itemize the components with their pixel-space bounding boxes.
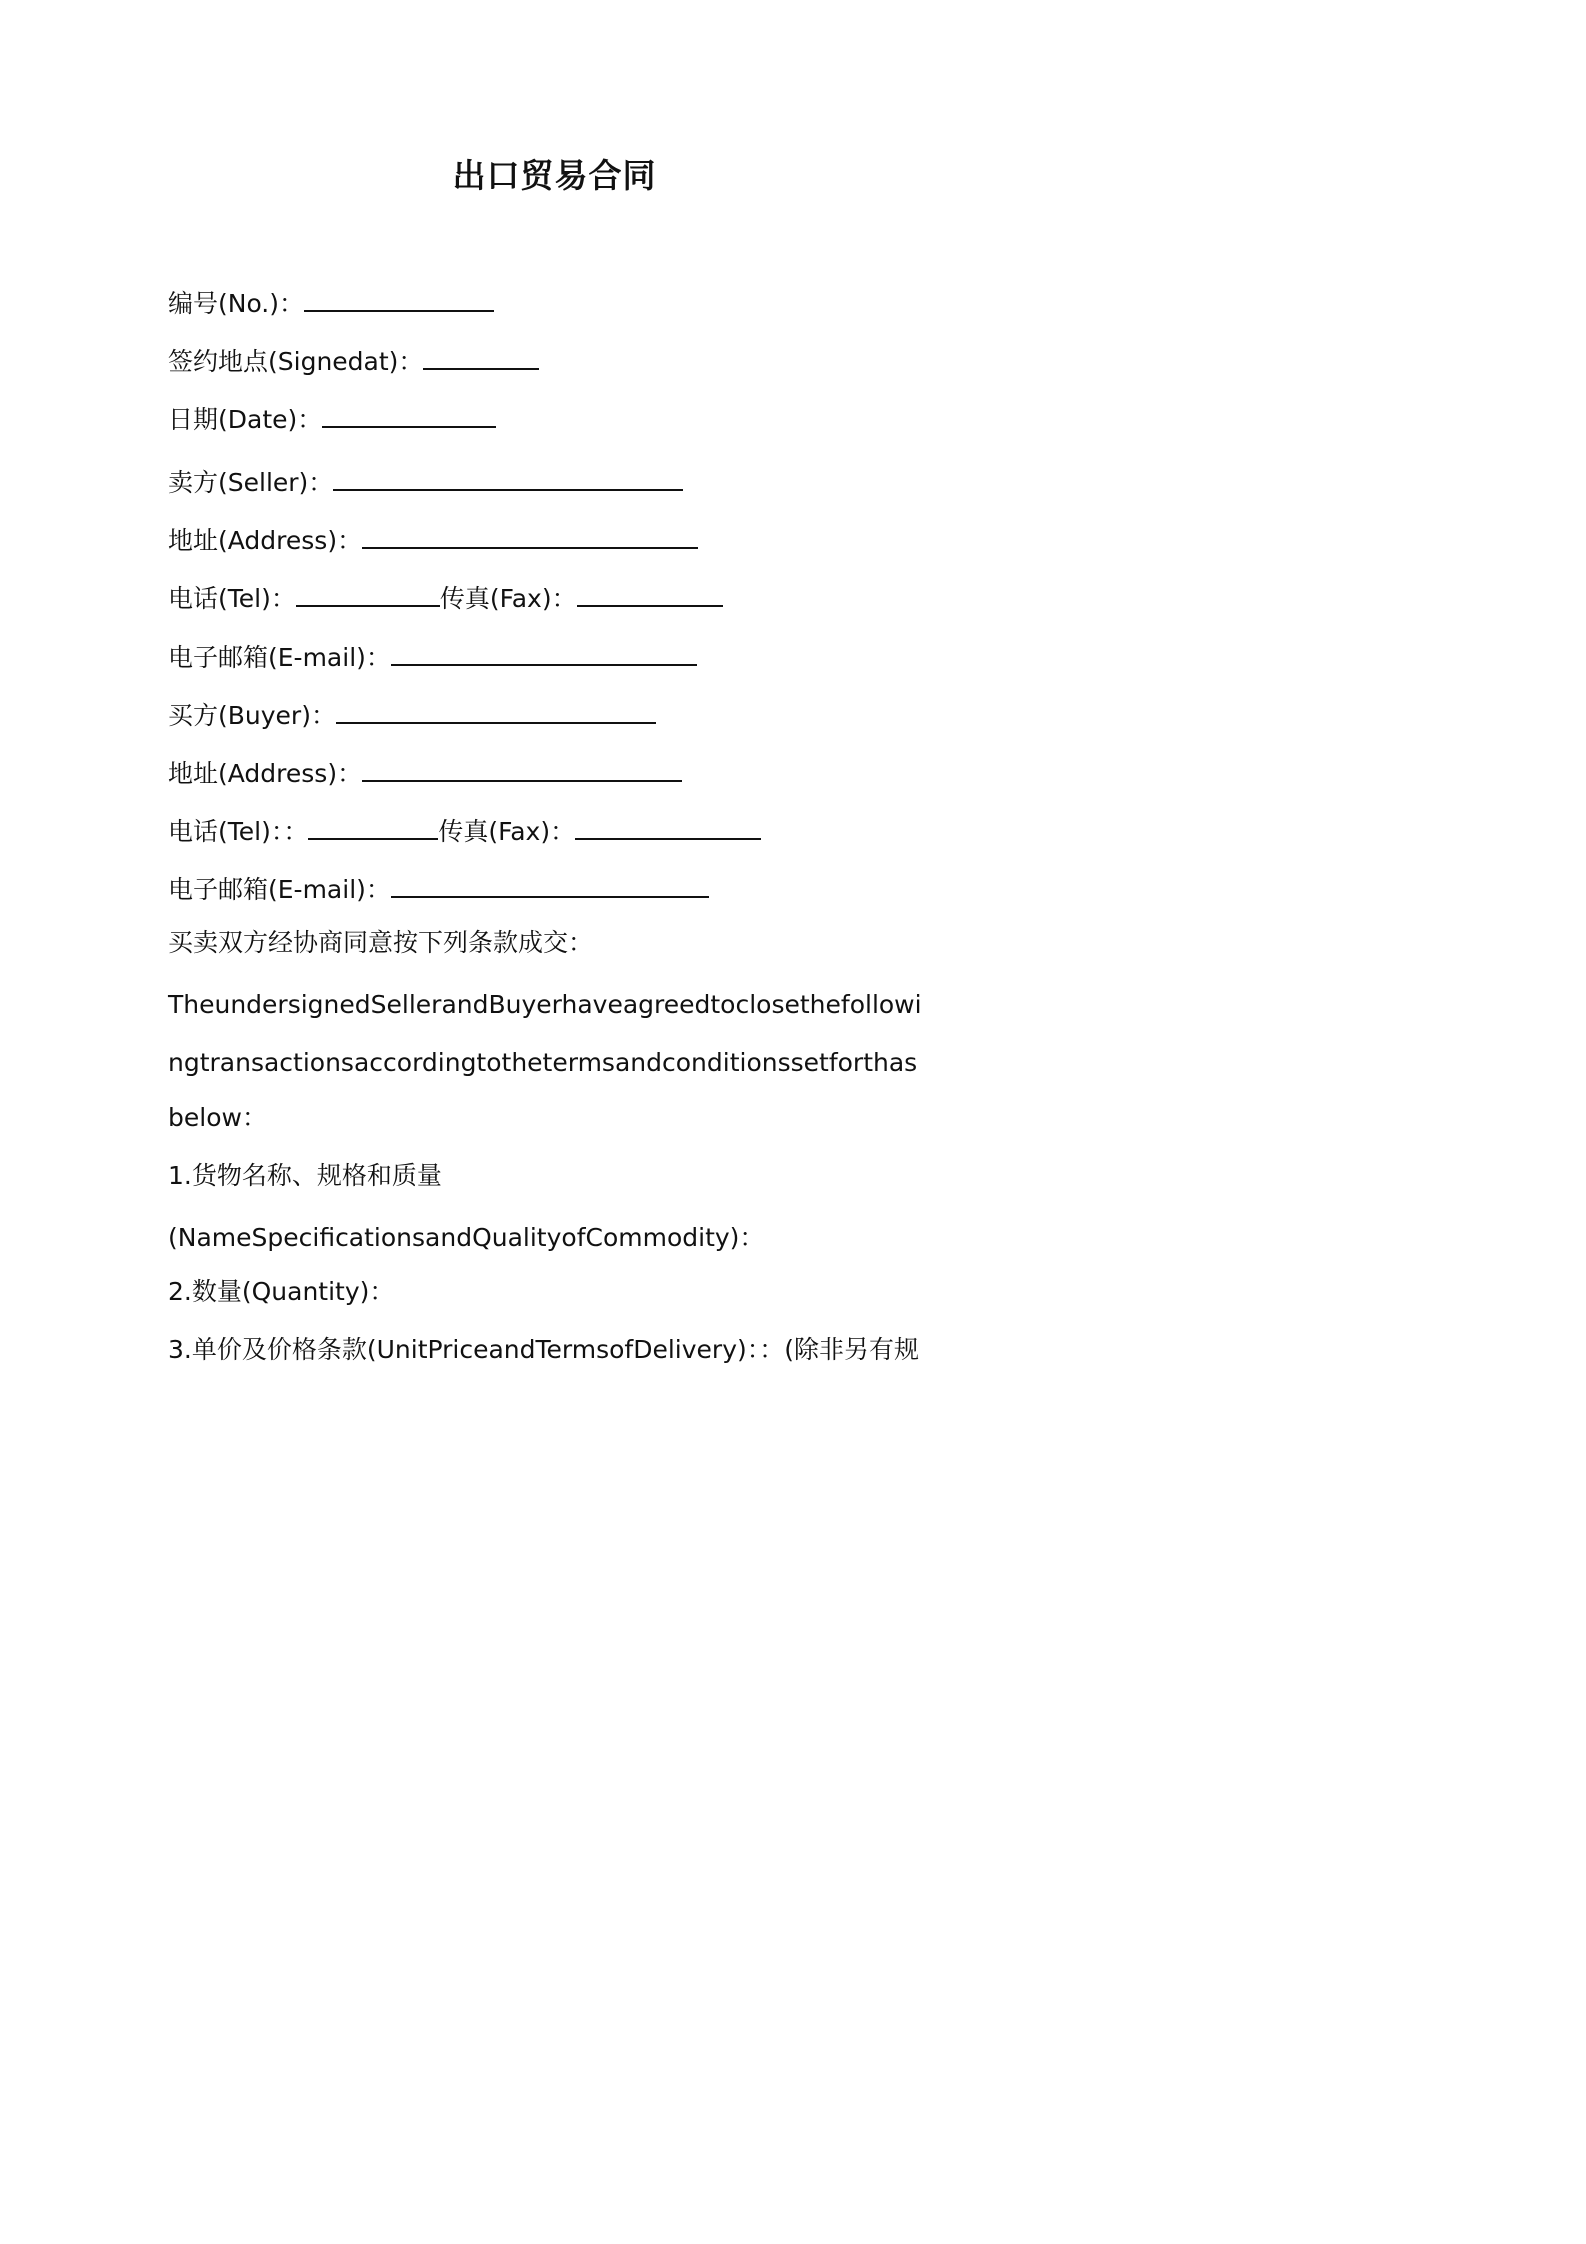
buyer-tel-blank <box>308 814 438 840</box>
buyer-blank <box>336 698 656 724</box>
signing-place-label: 签约地点(Signedat)： <box>168 347 424 376</box>
seller-tel-blank <box>296 581 440 607</box>
seller-address-line <box>168 523 698 558</box>
buyer-tel-label: 电话(Tel)：： <box>168 817 309 846</box>
seller-email-blank <box>391 640 697 666</box>
seller-blank <box>333 465 683 491</box>
seller-fax-blank <box>577 581 723 607</box>
contract-number-line <box>168 286 494 321</box>
clause-1-subtitle: (NameSpecificationsandQualityofCommodity)： <box>168 1223 765 1252</box>
clause-3-title: 3.单价及价格条款(UnitPriceandTermsofDelivery)：：(除非另有规 <box>168 1335 920 1364</box>
seller-email-line <box>168 640 697 675</box>
signing-place-line <box>168 344 539 379</box>
seller-tel-label: 电话(Tel)： <box>168 584 296 613</box>
agreement-cn: 买卖双方经协商同意按下列条款成交： <box>168 928 594 957</box>
contract-number-blank <box>304 286 494 312</box>
agreement-en-line-2: ngtransactionsaccordingtothetermsandconditionssetforthas <box>168 1048 918 1077</box>
seller-tel-fax-line <box>168 581 723 616</box>
buyer-email-label: 电子邮箱(E-mail)： <box>168 875 391 904</box>
seller-fax-label: 传真(Fax)： <box>439 584 577 613</box>
document-title: 出口贸易合同 <box>452 156 657 195</box>
clause-2-title: 2.数量(Quantity)： <box>168 1277 395 1306</box>
date-line <box>168 402 496 437</box>
buyer-address-line <box>168 756 682 791</box>
buyer-address-label: 地址(Address)： <box>168 759 363 788</box>
seller-address-blank <box>362 523 698 549</box>
seller-address-label: 地址(Address)： <box>168 526 363 555</box>
seller-email-label: 电子邮箱(E-mail)： <box>168 643 391 672</box>
buyer-address-blank <box>362 756 682 782</box>
date-blank <box>322 402 496 428</box>
buyer-tel-fax-line <box>168 814 761 849</box>
buyer-fax-label: 传真(Fax)： <box>438 817 576 846</box>
contract-page <box>0 0 1109 1568</box>
agreement-en-line-1: TheundersignedSellerandBuyerhaveagreedtoclosethefollowi <box>168 990 922 1019</box>
signing-place-blank <box>423 344 539 370</box>
buyer-email-blank <box>391 872 709 898</box>
buyer-email-line <box>168 872 709 907</box>
agreement-en-line-3: below： <box>168 1103 267 1132</box>
seller-label: 卖方(Seller)： <box>168 468 334 497</box>
seller-line <box>168 465 683 500</box>
date-label: 日期(Date)： <box>168 405 323 434</box>
buyer-fax-blank <box>575 814 761 840</box>
clause-1-title: 1.货物名称、规格和质量 <box>168 1161 442 1190</box>
buyer-line <box>168 698 656 733</box>
contract-number-label: 编号(No.)： <box>168 289 305 318</box>
buyer-label: 买方(Buyer)： <box>168 701 336 730</box>
